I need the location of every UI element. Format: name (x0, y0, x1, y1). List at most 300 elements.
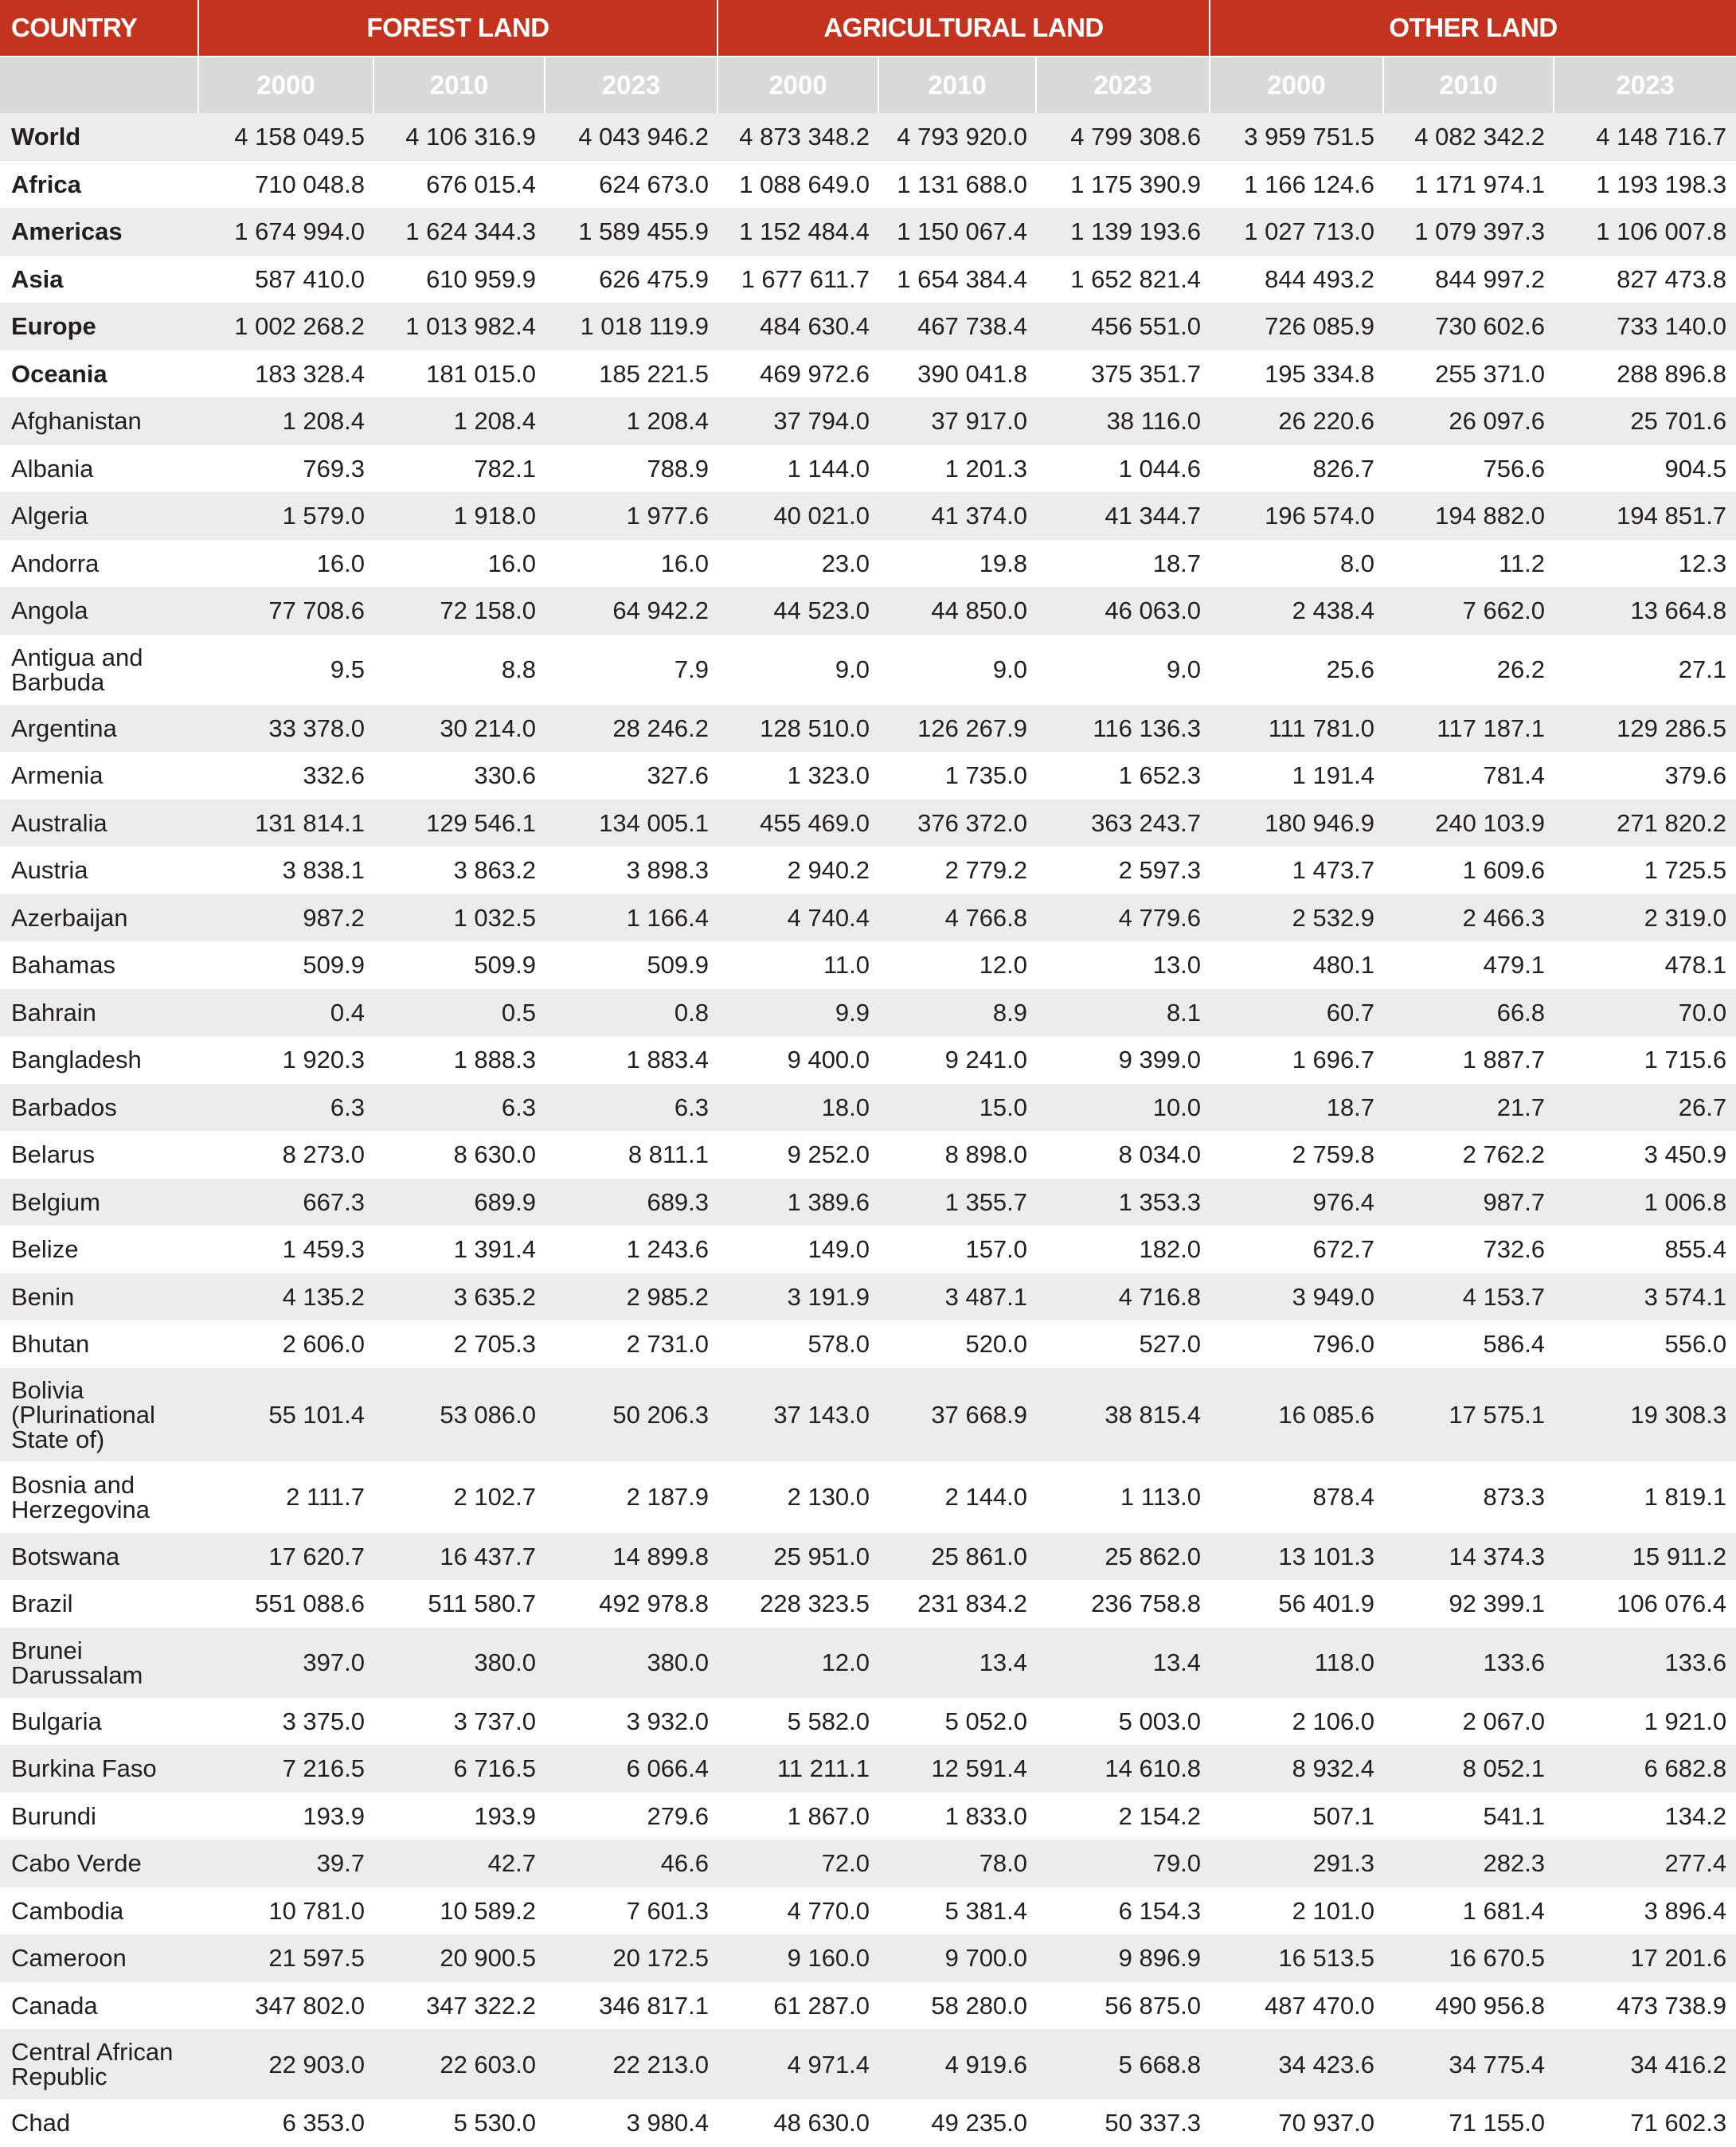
value-cell: 4 793 920.0 (879, 113, 1037, 161)
value-cell: 855.4 (1554, 1226, 1736, 1273)
value-cell: 14 374.3 (1384, 1533, 1554, 1581)
value-cell: 4 779.6 (1037, 894, 1210, 942)
country-name: Canada (0, 1982, 199, 2030)
value-cell: 726 085.9 (1210, 303, 1384, 350)
value-cell: 1 139 193.6 (1037, 208, 1210, 256)
value-cell: 77 708.6 (199, 587, 374, 635)
table-row (0, 1982, 1736, 2030)
value-cell: 1 166 124.6 (1210, 161, 1384, 209)
table-row (0, 1320, 1736, 1368)
value-cell: 878.4 (1210, 1461, 1384, 1533)
value-cell: 271 820.2 (1554, 800, 1736, 847)
value-cell: 7 601.3 (545, 1887, 718, 1935)
value-cell: 126 267.9 (879, 705, 1037, 753)
value-cell: 195 334.8 (1210, 350, 1384, 398)
value-cell: 732.6 (1384, 1226, 1554, 1273)
value-cell: 4 766.8 (879, 894, 1037, 942)
value-cell: 282.3 (1384, 1840, 1554, 1887)
value-cell: 26.2 (1384, 635, 1554, 705)
value-cell: 9.5 (199, 635, 374, 705)
value-cell: 9 241.0 (879, 1036, 1037, 1084)
value-cell: 2 067.0 (1384, 1698, 1554, 1746)
value-cell: 72.0 (718, 1840, 879, 1887)
table-row (0, 303, 1736, 350)
value-cell: 1 044.6 (1037, 445, 1210, 493)
value-cell: 60.7 (1210, 989, 1384, 1037)
table-row (0, 1461, 1736, 1533)
year-header: 2010 (879, 56, 1037, 113)
year-header: 2023 (545, 56, 718, 113)
value-cell: 380.0 (374, 1628, 545, 1698)
value-cell: 4 082 342.2 (1384, 113, 1554, 161)
value-cell: 48 630.0 (718, 2099, 879, 2147)
value-cell: 131 814.1 (199, 800, 374, 847)
value-cell: 78.0 (879, 1840, 1037, 1887)
country-name: Central African Republic (0, 2029, 199, 2099)
country-name: Cabo Verde (0, 1840, 199, 1887)
value-cell: 507.1 (1210, 1793, 1384, 1840)
value-cell: 375 351.7 (1037, 350, 1210, 398)
value-cell: 16.0 (199, 540, 374, 588)
value-cell: 9 252.0 (718, 1131, 879, 1179)
table-row (0, 113, 1736, 161)
value-cell: 21 597.5 (199, 1934, 374, 1982)
value-cell: 23.0 (718, 540, 879, 588)
value-cell: 1 208.4 (545, 397, 718, 445)
value-cell: 347 322.2 (374, 1982, 545, 2030)
value-cell: 255 371.0 (1384, 350, 1554, 398)
value-cell: 9 700.0 (879, 1934, 1037, 1982)
value-cell: 1 833.0 (879, 1793, 1037, 1840)
value-cell: 1 002 268.2 (199, 303, 374, 350)
value-cell: 610 959.9 (374, 256, 545, 303)
value-cell: 277.4 (1554, 1840, 1736, 1887)
value-cell: 6 716.5 (374, 1745, 545, 1793)
value-cell: 70 937.0 (1210, 2099, 1384, 2147)
value-cell: 70.0 (1554, 989, 1736, 1037)
value-cell: 8 898.0 (879, 1131, 1037, 1179)
value-cell: 1 681.4 (1384, 1887, 1554, 1935)
value-cell: 15 911.2 (1554, 1533, 1736, 1581)
value-cell: 987.7 (1384, 1179, 1554, 1226)
value-cell: 844 997.2 (1384, 256, 1554, 303)
value-cell: 4 043 946.2 (545, 113, 718, 161)
value-cell: 987.2 (199, 894, 374, 942)
country-name: Botswana (0, 1533, 199, 1581)
value-cell: 194 882.0 (1384, 492, 1554, 540)
country-name: Armenia (0, 752, 199, 800)
value-cell: 1 113.0 (1037, 1461, 1210, 1533)
value-cell: 41 344.7 (1037, 492, 1210, 540)
table-row (0, 1131, 1736, 1179)
value-cell: 1 171 974.1 (1384, 161, 1554, 209)
value-cell: 2 154.2 (1037, 1793, 1210, 1840)
value-cell: 1 725.5 (1554, 847, 1736, 894)
value-cell: 55 101.4 (199, 1368, 374, 1461)
value-cell: 22 213.0 (545, 2029, 718, 2099)
other-land-header: OTHER LAND (1210, 0, 1736, 56)
value-cell: 1 144.0 (718, 445, 879, 493)
value-cell: 17 575.1 (1384, 1368, 1554, 1461)
value-cell: 9.0 (1037, 635, 1210, 705)
value-cell: 484 630.4 (718, 303, 879, 350)
value-cell: 17 620.7 (199, 1533, 374, 1581)
value-cell: 116 136.3 (1037, 705, 1210, 753)
country-name: Azerbaijan (0, 894, 199, 942)
value-cell: 1 589 455.9 (545, 208, 718, 256)
value-cell: 129 546.1 (374, 800, 545, 847)
value-cell: 6.3 (199, 1084, 374, 1132)
table-row (0, 1887, 1736, 1935)
value-cell: 1 166.4 (545, 894, 718, 942)
value-cell: 1 355.7 (879, 1179, 1037, 1226)
table-row (0, 350, 1736, 398)
value-cell: 467 738.4 (879, 303, 1037, 350)
table-row (0, 1628, 1736, 1698)
value-cell: 16 437.7 (374, 1533, 545, 1581)
value-cell: 9.9 (718, 989, 879, 1037)
value-cell: 9 896.9 (1037, 1934, 1210, 1982)
table-row (0, 1036, 1736, 1084)
value-cell: 7 662.0 (1384, 587, 1554, 635)
country-name: Angola (0, 587, 199, 635)
value-cell: 2 985.2 (545, 1273, 718, 1321)
value-cell: 18.7 (1037, 540, 1210, 588)
value-cell: 9.0 (718, 635, 879, 705)
value-cell: 1 152 484.4 (718, 208, 879, 256)
table-row (0, 1533, 1736, 1581)
value-cell: 1 391.4 (374, 1226, 545, 1273)
year-header: 2000 (1210, 56, 1384, 113)
value-cell: 117 187.1 (1384, 705, 1554, 753)
value-cell: 9 400.0 (718, 1036, 879, 1084)
country-name: Burkina Faso (0, 1745, 199, 1793)
value-cell: 26 220.6 (1210, 397, 1384, 445)
value-cell: 330.6 (374, 752, 545, 800)
value-cell: 4 919.6 (879, 2029, 1037, 2099)
table-row (0, 705, 1736, 753)
value-cell: 20 172.5 (545, 1934, 718, 1982)
value-cell: 363 243.7 (1037, 800, 1210, 847)
value-cell: 2 144.0 (879, 1461, 1037, 1533)
value-cell: 12.0 (879, 941, 1037, 989)
year-header-blank (0, 56, 199, 113)
value-cell: 1 131 688.0 (879, 161, 1037, 209)
value-cell: 509.9 (199, 941, 374, 989)
value-cell: 16 085.6 (1210, 1368, 1384, 1461)
value-cell: 397.0 (199, 1628, 374, 1698)
table-row (0, 208, 1736, 256)
value-cell: 1 888.3 (374, 1036, 545, 1084)
country-name: Bosnia and Herzegovina (0, 1461, 199, 1533)
value-cell: 34 423.6 (1210, 2029, 1384, 2099)
value-cell: 228 323.5 (718, 1580, 879, 1628)
value-cell: 16.0 (374, 540, 545, 588)
value-cell: 347 802.0 (199, 1982, 374, 2030)
value-cell: 380.0 (545, 1628, 718, 1698)
value-cell: 14 899.8 (545, 1533, 718, 1581)
value-cell: 689.9 (374, 1179, 545, 1226)
value-cell: 133.6 (1384, 1628, 1554, 1698)
value-cell: 9.0 (879, 635, 1037, 705)
value-cell: 8 052.1 (1384, 1745, 1554, 1793)
country-name: Albania (0, 445, 199, 493)
value-cell: 2 759.8 (1210, 1131, 1384, 1179)
value-cell: 346 817.1 (545, 1982, 718, 2030)
value-cell: 1 920.3 (199, 1036, 374, 1084)
value-cell: 37 143.0 (718, 1368, 879, 1461)
value-cell: 18.0 (718, 1084, 879, 1132)
value-cell: 2 762.2 (1384, 1131, 1554, 1179)
agricultural-land-header: AGRICULTURAL LAND (718, 0, 1210, 56)
value-cell: 37 668.9 (879, 1368, 1037, 1461)
value-cell: 185 221.5 (545, 350, 718, 398)
value-cell: 3 949.0 (1210, 1273, 1384, 1321)
value-cell: 730 602.6 (1384, 303, 1554, 350)
value-cell: 4 873 348.2 (718, 113, 879, 161)
country-name: Brunei Darussalam (0, 1628, 199, 1698)
value-cell: 58 280.0 (879, 1982, 1037, 2030)
value-cell: 1 887.7 (1384, 1036, 1554, 1084)
value-cell: 733 140.0 (1554, 303, 1736, 350)
value-cell: 1 715.6 (1554, 1036, 1736, 1084)
table-row (0, 1084, 1736, 1132)
country-name: Brazil (0, 1580, 199, 1628)
value-cell: 667.3 (199, 1179, 374, 1226)
value-cell: 181 015.0 (374, 350, 545, 398)
year-header: 2023 (1037, 56, 1210, 113)
value-cell: 2 597.3 (1037, 847, 1210, 894)
value-cell: 231 834.2 (879, 1580, 1037, 1628)
table-row (0, 752, 1736, 800)
value-cell: 40 021.0 (718, 492, 879, 540)
value-cell: 3 863.2 (374, 847, 545, 894)
country-name: Americas (0, 208, 199, 256)
value-cell: 50 337.3 (1037, 2099, 1210, 2147)
value-cell: 30 214.0 (374, 705, 545, 753)
value-cell: 193.9 (374, 1793, 545, 1840)
value-cell: 12.3 (1554, 540, 1736, 588)
value-cell: 2 532.9 (1210, 894, 1384, 942)
country-name: Europe (0, 303, 199, 350)
value-cell: 1 150 067.4 (879, 208, 1037, 256)
value-cell: 1 353.3 (1037, 1179, 1210, 1226)
value-cell: 8.0 (1210, 540, 1384, 588)
value-cell: 587 410.0 (199, 256, 374, 303)
value-cell: 21.7 (1384, 1084, 1554, 1132)
country-name: Algeria (0, 492, 199, 540)
country-name: Africa (0, 161, 199, 209)
value-cell: 8.8 (374, 635, 545, 705)
country-name: Bangladesh (0, 1036, 199, 1084)
value-cell: 25.6 (1210, 635, 1384, 705)
value-cell: 1 088 649.0 (718, 161, 879, 209)
year-header: 2023 (1554, 56, 1736, 113)
value-cell: 1 193 198.3 (1554, 161, 1736, 209)
value-cell: 2 940.2 (718, 847, 879, 894)
value-cell: 455 469.0 (718, 800, 879, 847)
value-cell: 134.2 (1554, 1793, 1736, 1840)
value-cell: 479.1 (1384, 941, 1554, 989)
value-cell: 1 624 344.3 (374, 208, 545, 256)
value-cell: 13 664.8 (1554, 587, 1736, 635)
value-cell: 0.8 (545, 989, 718, 1037)
country-name: Benin (0, 1273, 199, 1321)
value-cell: 180 946.9 (1210, 800, 1384, 847)
year-header-row (0, 56, 1736, 113)
table-row (0, 800, 1736, 847)
value-cell: 9 399.0 (1037, 1036, 1210, 1084)
value-cell: 1 921.0 (1554, 1698, 1736, 1746)
value-cell: 541.1 (1384, 1793, 1554, 1840)
value-cell: 511 580.7 (374, 1580, 545, 1628)
value-cell: 19.8 (879, 540, 1037, 588)
table-row (0, 256, 1736, 303)
table-row (0, 2099, 1736, 2147)
value-cell: 873.3 (1384, 1461, 1554, 1533)
value-cell: 1 735.0 (879, 752, 1037, 800)
value-cell: 10 781.0 (199, 1887, 374, 1935)
value-cell: 15.0 (879, 1084, 1037, 1132)
value-cell: 12 591.4 (879, 1745, 1037, 1793)
value-cell: 6 154.3 (1037, 1887, 1210, 1935)
value-cell: 2 606.0 (199, 1320, 374, 1368)
value-cell: 3 980.4 (545, 2099, 718, 2147)
value-cell: 2 466.3 (1384, 894, 1554, 942)
value-cell: 1 208.4 (374, 397, 545, 445)
country-name: Bulgaria (0, 1698, 199, 1746)
value-cell: 7.9 (545, 635, 718, 705)
value-cell: 183 328.4 (199, 350, 374, 398)
year-header: 2010 (1384, 56, 1554, 113)
value-cell: 2 438.4 (1210, 587, 1384, 635)
value-cell: 5 003.0 (1037, 1698, 1210, 1746)
value-cell: 11.2 (1384, 540, 1554, 588)
table-row (0, 1580, 1736, 1628)
value-cell: 10.0 (1037, 1084, 1210, 1132)
country-name: Australia (0, 800, 199, 847)
value-cell: 480.1 (1210, 941, 1384, 989)
value-cell: 5 582.0 (718, 1698, 879, 1746)
value-cell: 6.3 (374, 1084, 545, 1132)
value-cell: 1 027 713.0 (1210, 208, 1384, 256)
value-cell: 1 201.3 (879, 445, 1037, 493)
value-cell: 279.6 (545, 1793, 718, 1840)
value-cell: 3 574.1 (1554, 1273, 1736, 1321)
value-cell: 4 158 049.5 (199, 113, 374, 161)
value-cell: 288 896.8 (1554, 350, 1736, 398)
value-cell: 2 102.7 (374, 1461, 545, 1533)
value-cell: 332.6 (199, 752, 374, 800)
value-cell: 16 670.5 (1384, 1934, 1554, 1982)
value-cell: 92 399.1 (1384, 1580, 1554, 1628)
value-cell: 44 523.0 (718, 587, 879, 635)
value-cell: 7 216.5 (199, 1745, 374, 1793)
value-cell: 18.7 (1210, 1084, 1384, 1132)
value-cell: 626 475.9 (545, 256, 718, 303)
value-cell: 676 015.4 (374, 161, 545, 209)
value-cell: 4 740.4 (718, 894, 879, 942)
table-row (0, 941, 1736, 989)
value-cell: 46 063.0 (1037, 587, 1210, 635)
value-cell: 157.0 (879, 1226, 1037, 1273)
table-row (0, 161, 1736, 209)
country-name: Belize (0, 1226, 199, 1273)
value-cell: 16.0 (545, 540, 718, 588)
value-cell: 904.5 (1554, 445, 1736, 493)
value-cell: 50 206.3 (545, 1368, 718, 1461)
value-cell: 12.0 (718, 1628, 879, 1698)
value-cell: 28 246.2 (545, 705, 718, 753)
value-cell: 10 589.2 (374, 1887, 545, 1935)
value-cell: 2 187.9 (545, 1461, 718, 1533)
value-cell: 1 819.1 (1554, 1461, 1736, 1533)
value-cell: 1 609.6 (1384, 847, 1554, 894)
value-cell: 42.7 (374, 1840, 545, 1887)
value-cell: 1 652 821.4 (1037, 256, 1210, 303)
country-name: Barbados (0, 1084, 199, 1132)
value-cell: 390 041.8 (879, 350, 1037, 398)
value-cell: 4 153.7 (1384, 1273, 1554, 1321)
table-row (0, 1840, 1736, 1887)
value-cell: 3 932.0 (545, 1698, 718, 1746)
value-cell: 4 135.2 (199, 1273, 374, 1321)
value-cell: 3 898.3 (545, 847, 718, 894)
table-row (0, 1226, 1736, 1273)
value-cell: 827 473.8 (1554, 256, 1736, 303)
value-cell: 240 103.9 (1384, 800, 1554, 847)
value-cell: 3 959 751.5 (1210, 113, 1384, 161)
value-cell: 1 674 994.0 (199, 208, 374, 256)
value-cell: 3 737.0 (374, 1698, 545, 1746)
country-name: Antigua and Barbuda (0, 635, 199, 705)
value-cell: 782.1 (374, 445, 545, 493)
value-cell: 1 652.3 (1037, 752, 1210, 800)
value-cell: 3 896.4 (1554, 1887, 1736, 1935)
value-cell: 2 111.7 (199, 1461, 374, 1533)
value-cell: 5 052.0 (879, 1698, 1037, 1746)
value-cell: 2 731.0 (545, 1320, 718, 1368)
value-cell: 236 758.8 (1037, 1580, 1210, 1628)
value-cell: 4 971.4 (718, 2029, 879, 2099)
value-cell: 1 323.0 (718, 752, 879, 800)
value-cell: 13.0 (1037, 941, 1210, 989)
value-cell: 2 779.2 (879, 847, 1037, 894)
value-cell: 27.1 (1554, 635, 1736, 705)
value-cell: 509.9 (374, 941, 545, 989)
value-cell: 39.7 (199, 1840, 374, 1887)
value-cell: 149.0 (718, 1226, 879, 1273)
value-cell: 56 875.0 (1037, 1982, 1210, 2030)
value-cell: 1 006.8 (1554, 1179, 1736, 1226)
value-cell: 182.0 (1037, 1226, 1210, 1273)
value-cell: 8.9 (879, 989, 1037, 1037)
value-cell: 3 487.1 (879, 1273, 1037, 1321)
value-cell: 556.0 (1554, 1320, 1736, 1368)
value-cell: 1 032.5 (374, 894, 545, 942)
value-cell: 5 668.8 (1037, 2029, 1210, 2099)
value-cell: 1 867.0 (718, 1793, 879, 1840)
value-cell: 6 066.4 (545, 1745, 718, 1793)
value-cell: 19 308.3 (1554, 1368, 1736, 1461)
value-cell: 756.6 (1384, 445, 1554, 493)
value-cell: 2 101.0 (1210, 1887, 1384, 1935)
value-cell: 578.0 (718, 1320, 879, 1368)
country-name: Belgium (0, 1179, 199, 1226)
value-cell: 2 705.3 (374, 1320, 545, 1368)
value-cell: 1 654 384.4 (879, 256, 1037, 303)
value-cell: 193.9 (199, 1793, 374, 1840)
